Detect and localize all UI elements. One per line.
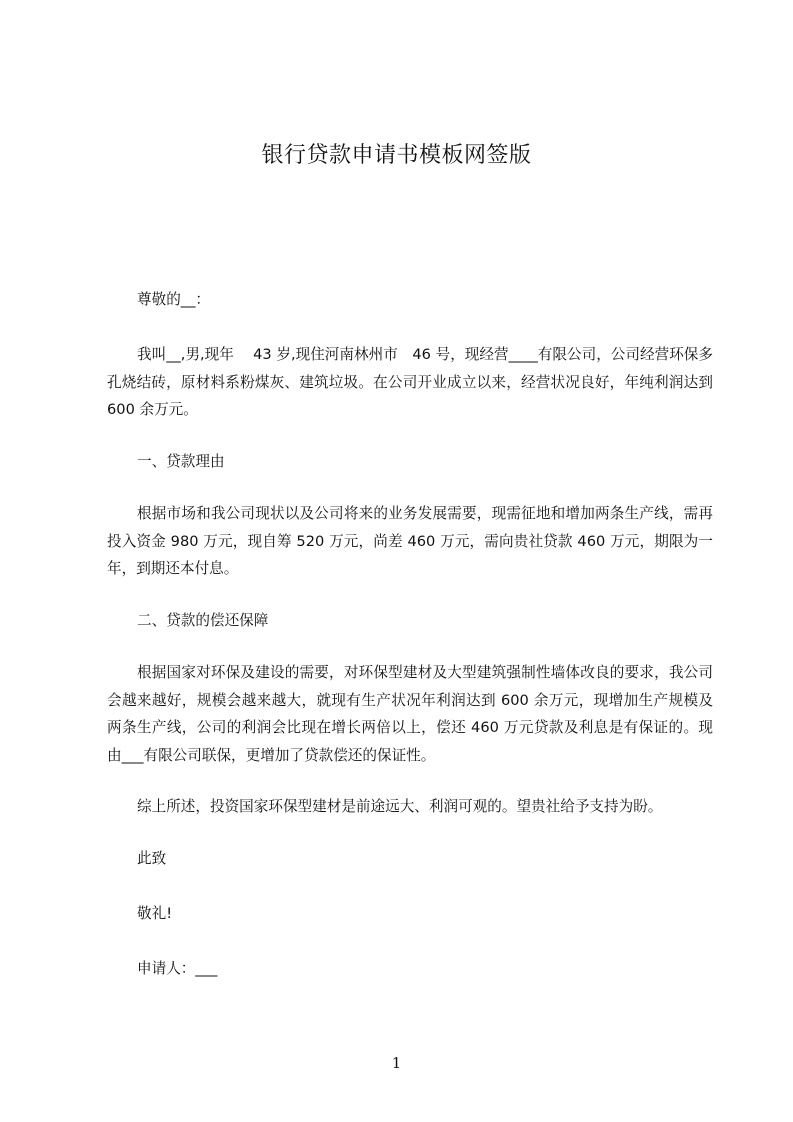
intro-paragraph: 我叫__,男,现年 43 岁,现住河南林州市 46 号，现经营____有限公司，公司经营环保多孔烧结砖，原材料系粉煤灰、建筑垃圾。在公司开业成立以来，经营状况良好，年纯利润达到 600 余万元。 — [107, 346, 713, 418]
section-2-body: 根据国家对环保及建设的需要，对环保型建材及大型建筑强制性墙体改良的要求，我公司会越来越好，规模会越来越大，就现有生产状况年利润达到 600 余万元，现增加生产规模及两条生产线，公司的利润会比现在增长两倍以上，偿还 460 万元贷款及利息是有保证的。现由___有限公司联保，更增加了贷款偿还的保证性。 — [107, 664, 713, 764]
conclusion-paragraph: 综上所述，投资国家环保型建材是前途远大、利润可观的。望贵社给予支持为盼。 — [137, 798, 663, 815]
section-1-body: 根据市场和我公司现状以及公司将来的业务发展需要，现需征地和增加两条生产线，需再投入资金 980 万元，现自筹 520 万元，尚差 460 万元，需向贵社贷款 460 万元，期限为一年，到期还本付息。 — [107, 505, 713, 577]
closing-line-1: 此致 — [137, 850, 167, 867]
section-1-heading: 一、贷款理由 — [137, 453, 225, 470]
section-2-heading: 二、贷款的偿还保障 — [137, 612, 269, 629]
applicant-line: 申请人：___ — [137, 960, 218, 977]
document-title: 银行贷款申请书模板网签版 — [261, 143, 532, 168]
closing-line-2: 敬礼! — [137, 905, 173, 922]
page-number: 1 — [391, 1054, 402, 1072]
salutation: 尊敬的__： — [137, 291, 210, 308]
